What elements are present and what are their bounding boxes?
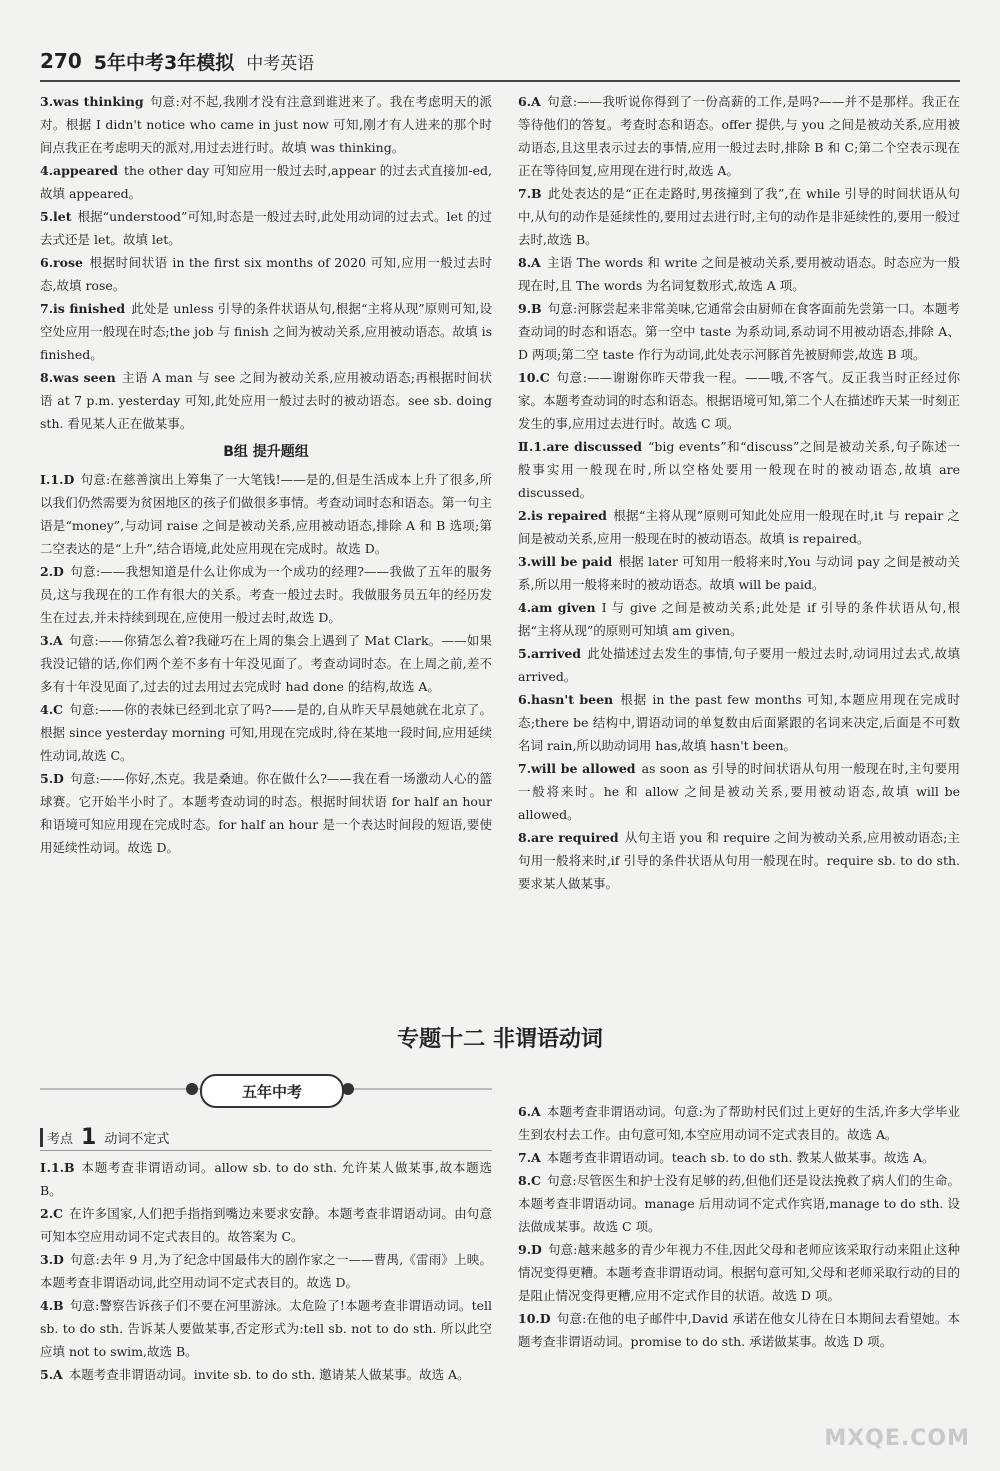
kaodian-prefix: 考点	[40, 1128, 73, 1147]
answer-entry	[518, 642, 960, 688]
answer-entry	[518, 688, 960, 757]
answer-label: 2.is repaired	[518, 508, 607, 523]
kaodian-number: 1	[81, 1124, 97, 1150]
answer-label: Ⅰ.1.D	[40, 472, 75, 487]
answer-entry	[518, 550, 960, 596]
answer-explanation: 从句主语 you 和 require 之间为被动关系,应用被动语态;主句用一般将来时,if 引导的条件状语从句用一般现在时。require sb. to do sth. 要求某人做某事。	[518, 830, 960, 891]
answer-explanation: I 与 give 之间是被动关系;此处是 if 引导的条件状语从句,根据“主将从现”的原则可知填 am given。	[518, 600, 960, 638]
answer-explanation: 此处表达的是“正在走路时,男孩撞到了我”,在 while 引导的时间状语从句中,从句的动作是延续性的,要用过去进行时,主句的动作是非延续性的,要用一般过去时,故选 B。	[518, 186, 960, 247]
answer-label: 2.D	[40, 564, 64, 579]
answer-entry	[518, 596, 960, 642]
answer-entry	[518, 1238, 960, 1307]
answer-label: 4.B	[40, 1298, 64, 1313]
banner-dot-left	[186, 1083, 198, 1095]
answer-entry	[518, 182, 960, 251]
answer-label: 5.let	[40, 209, 72, 224]
answer-label: 10.D	[518, 1311, 551, 1326]
page-number: 270	[40, 49, 82, 73]
answer-label: 9.D	[518, 1242, 542, 1257]
answer-explanation: 句意:在他的电子邮件中,David 承诺在他女儿待在日本期间去看望她。本题考查非谓语动词。promise to do sth. 承诺做某事。故选 D 项。	[518, 1311, 960, 1349]
answer-entry	[518, 826, 960, 895]
answer-label: 5.arrived	[518, 646, 582, 661]
answer-entry	[518, 90, 960, 182]
answer-label: 2.C	[40, 1206, 63, 1221]
answer-explanation: 根据“understood”可知,时态是一般过去时,此处用动词的过去式。let 的过去式还是 let。故填 let。	[40, 209, 492, 247]
answer-entry	[40, 1202, 492, 1248]
answer-label: 10.C	[518, 370, 550, 385]
answer-label: 3.A	[40, 633, 63, 648]
answer-label: 3.will be paid	[518, 554, 613, 569]
answer-explanation: 此处是 unless 引导的条件状语从句,根据“主将从现”原则可知,设空处应用一般现在时态;the job 与 finish 之间为被动关系,应用被动语态。故填 is finished。	[40, 301, 492, 362]
answer-label: 7.B	[518, 186, 542, 201]
answer-explanation: 本题考查非谓语动词。allow sb. to do sth. 允许某人做某事,故本题选 B。	[40, 1160, 492, 1198]
answer-label: 8.was seen	[40, 370, 116, 385]
answer-entry	[40, 205, 492, 251]
answer-explanation: as soon as 引导的时间状语从句用一般现在时,主句要用一般将来时。he 和 allow 之间是被动关系,要用被动语态,故填 will be allowed。	[518, 761, 960, 822]
answer-label: 7.is finished	[40, 301, 126, 316]
answer-label: 6.A	[518, 94, 541, 109]
answer-label: Ⅱ.1.are discussed	[518, 439, 642, 454]
answer-explanation: 本题考查非谓语动词。teach sb. to do sth. 教某人做某事。故选 A。	[546, 1150, 935, 1165]
answer-entry	[518, 1307, 960, 1353]
answer-entry	[40, 698, 492, 767]
answer-label: Ⅰ.1.B	[40, 1160, 75, 1175]
left-bottom-column	[40, 1156, 492, 1386]
answer-entry	[40, 468, 492, 560]
right-top-column	[518, 90, 960, 895]
header-divider	[40, 80, 960, 82]
answer-explanation: 句意:尽管医生和护士没有足够的药,但他们还是设法挽救了病人们的生命。本题考查非谓语动词。manage 后用动词不定式作宾语,manage to do sth. 设法做成某事。故选 C 项。	[518, 1173, 960, 1234]
answer-explanation: 此处描述过去发生的事情,句子要用一般过去时,动词用过去式,故填 arrived。	[518, 646, 960, 684]
answer-entry	[518, 366, 960, 435]
answer-label: 6.hasn't been	[518, 692, 614, 707]
answer-entry	[518, 1146, 960, 1169]
answer-label: 7.A	[518, 1150, 541, 1165]
answer-label: 5.D	[40, 771, 64, 786]
watermark: MXQE.COM	[824, 1426, 970, 1451]
banner-label: 五年中考	[200, 1074, 344, 1108]
answer-entry	[40, 159, 492, 205]
kaodian-heading	[40, 1124, 492, 1150]
page-header	[40, 44, 960, 78]
answer-explanation: 句意:越来越多的青少年视力不佳,因此父母和老师应该采取行动来阻止这种情况变得更糟。本题考查非谓语动词。根据句意可知,父母和老师采取行动的目的是阻止情况变得更糟,应用不定式作目的状语。故选 D 项。	[518, 1242, 960, 1303]
answer-label: 4.am given	[518, 600, 596, 615]
answer-explanation: 句意:——你好,杰克。我是桑迪。你在做什么?——我在看一场激动人心的篮球赛。它开始半小时了。本题考查动词的时态。根据时间状语 for half an hour 和语境可知应用现在完成时态。for half an hour 是一个表达时间段的短语,要使用延续性动词。故选 D。	[40, 771, 492, 855]
answer-entry	[40, 366, 492, 435]
answer-entry	[40, 1248, 492, 1294]
answer-explanation: 句意:——你的表妹已经到北京了吗?——是的,自从昨天早晨她就在北京了。根据 since yesterday morning 可知,用现在完成时,待在某地一段时间,应用延续性动词,故选 C。	[40, 702, 492, 763]
answer-label: 9.B	[518, 301, 542, 316]
answer-label: 4.appeared	[40, 163, 118, 178]
answer-label: 8.C	[518, 1173, 541, 1188]
answer-entry	[40, 1363, 492, 1386]
answer-explanation: 在许多国家,人们把手指指到嘴边来要求安静。本题考查非谓语动词。由句意可知本空应用动词不定式表目的。故答案为 C。	[40, 1206, 492, 1244]
answer-explanation: 句意:——你猜怎么着?我碰巧在上周的集会上遇到了 Mat Clark。——如果我没记错的话,你们两个差不多有十年没见面了。考查动词时态。在上周之前,差不多有十年没见面了,过去的过去用过去完成时 had done 的结构,故选 A。	[40, 633, 492, 694]
answer-explanation: 根据 later 可知用一般将来时,You 与动词 pay 之间是被动关系,所以用一般将来时的被动语态。故填 will be paid。	[518, 554, 961, 592]
book-title: 5年中考3年模拟	[93, 51, 235, 74]
answer-explanation: 主语 The words 和 write 之间是被动关系,要用被动语态。时态应为一般现在时,且 The words 为名词复数形式,故选 A 项。	[518, 255, 960, 293]
answer-explanation: 句意:去年 9 月,为了纪念中国最伟大的剧作家之一——曹禺,《雷雨》上映。本题考查非谓语动词,此空用动词不定式表目的。故选 D。	[40, 1252, 492, 1290]
answer-label: 6.rose	[40, 255, 83, 270]
answer-explanation: 主语 A man 与 see 之间为被动关系,应用被动语态;再根据时间状语 at 7 p.m. yesterday 可知,此处应用一般过去时的被动语态。see sb. doing sth. 看见某人正在做某事。	[40, 370, 492, 431]
answer-label: 8.are required	[518, 830, 619, 845]
banner-dot-right	[342, 1083, 354, 1095]
answer-explanation: 句意:——谢谢你昨天带我一程。——哦,不客气。反正我当时正经过你家。本题考查动词的时态和语态。根据语境可知,第二个人在描述昨天某一时刻正发生的事,应用过去进行时。故选 C 项。	[518, 370, 960, 431]
answer-entry	[40, 90, 492, 159]
group-b-title: B组 提升题组	[223, 444, 309, 460]
subject-label: 中考英语	[246, 53, 315, 74]
answer-label: 6.A	[518, 1104, 541, 1119]
five-year-banner	[40, 1072, 492, 1106]
left-top-column	[40, 90, 492, 859]
answer-explanation: the other day 可知应用一般过去时,appear 的过去式直接加-ed,故填 appeared。	[40, 163, 492, 201]
answer-label: 4.C	[40, 702, 63, 717]
answer-entry	[518, 251, 960, 297]
answer-entry	[40, 1156, 492, 1202]
answer-explanation: 句意:对不起,我刚才没有注意到谁进来了。我在考虑明天的派对。根据 I didn't notice who came in just now 可知,刚才有人进来的那个时间点我正在考虑明天的派对,用过去进行时。故填 was thinking。	[40, 94, 492, 155]
answer-entry	[518, 504, 960, 550]
answer-explanation: 句意:——我听说你得到了一份高薪的工作,是吗?——并不是那样。我正在等待他们的答复。考查时态和语态。offer 提供,与 you 之间是被动关系,应用被动语态,且这里表示过去的事情,应用一般过去时,排除 B 和 C;第二个空表示现在正在等待回复,应用现在进行时,故选 A。	[518, 94, 960, 178]
answer-entry	[518, 1100, 960, 1146]
answer-label: 3.D	[40, 1252, 64, 1267]
right-bottom-column	[518, 1100, 960, 1353]
answer-entry	[40, 560, 492, 629]
answer-entry	[40, 251, 492, 297]
answer-entry	[40, 297, 492, 366]
answer-explanation: 根据时间状语 in the first six months of 2020 可知,应用一般过去时态,故填 rose。	[40, 255, 492, 293]
answer-entry	[518, 435, 960, 504]
section-title: 专题十二 非谓语动词	[397, 1027, 603, 1052]
answer-entry	[40, 767, 492, 859]
answer-explanation: 根据“主将从现”原则可知此处应用一般现在时,it 与 repair 之间是被动关系,应用一般现在时的被动语态。故填 is repaired。	[518, 508, 960, 546]
answer-label: 5.A	[40, 1367, 63, 1382]
answer-explanation: 根据 in the past few months 可知,本题应用现在完成时态;there be 结构中,谓语动词的单复数由后面紧跟的名词来决定,后面是不可数名词 rain,所以助动词用 has,故填 hasn't been。	[518, 692, 960, 753]
answer-entry	[40, 629, 492, 698]
answer-explanation: 句意:——我想知道是什么让你成为一个成功的经理?——我做了五年的服务员,这与我现在的工作有很大的关系。考查一般过去时。我做服务员五年的经历发生在过去,并未持续到现在,应使用一般过去时,故选 D。	[40, 564, 492, 625]
kaodian-name: 动词不定式	[104, 1131, 170, 1147]
kaodian-divider	[40, 1150, 492, 1151]
answer-label: 8.A	[518, 255, 541, 270]
answer-entry	[518, 297, 960, 366]
answer-explanation: 句意:警察告诉孩子们不要在河里游泳。太危险了!本题考查非谓语动词。tell sb. to do sth. 告诉某人要做某事,否定形式为:tell sb. not to do sth. 所以此空应填 not to swim,故选 B。	[40, 1298, 492, 1359]
answer-explanation: 句意:在慈善演出上筹集了一大笔钱!——是的,但是生活成本上升了很多,所以我们仍然需要为贫困地区的孩子们做很多事情。考查动词时态和语态。第一句主语是“money”,与动词 raise 之间是被动关系,应用被动语态,排除 A 和 B 选项;第二空表达的是“上升”,结合语境,此处应用现在完成时。故选 D。	[40, 472, 493, 556]
answer-explanation: 句意:河豚尝起来非常美味,它通常会由厨师在食客面前先尝第一口。本题考查动词的时态和语态。第一空中 taste 为系动词,系动词不用被动语态,排除 A、D 两项;第二空 taste 作行为动词,此处表示河豚首先被厨师尝,故选 B 项。	[518, 301, 960, 362]
answer-label: 3.was thinking	[40, 94, 144, 109]
answer-explanation: 本题考查非谓语动词。invite sb. to do sth. 邀请某人做某事。故选 A。	[68, 1367, 470, 1382]
answer-entry	[518, 757, 960, 826]
answer-entry	[518, 1169, 960, 1238]
answer-label: 7.will be allowed	[518, 761, 636, 776]
answer-explanation: 本题考查非谓语动词。句意:为了帮助村民们过上更好的生活,许多大学毕业生到农村去工作。由句意可知,本空应用动词不定式表目的。故选 A。	[518, 1104, 960, 1142]
answer-entry	[40, 1294, 492, 1363]
answer-explanation: “big events”和“discuss”之间是被动关系,句子陈述一般事实用一般现在时,所以空格处要用一般现在时的被动语态,故填 are discussed。	[518, 439, 960, 500]
